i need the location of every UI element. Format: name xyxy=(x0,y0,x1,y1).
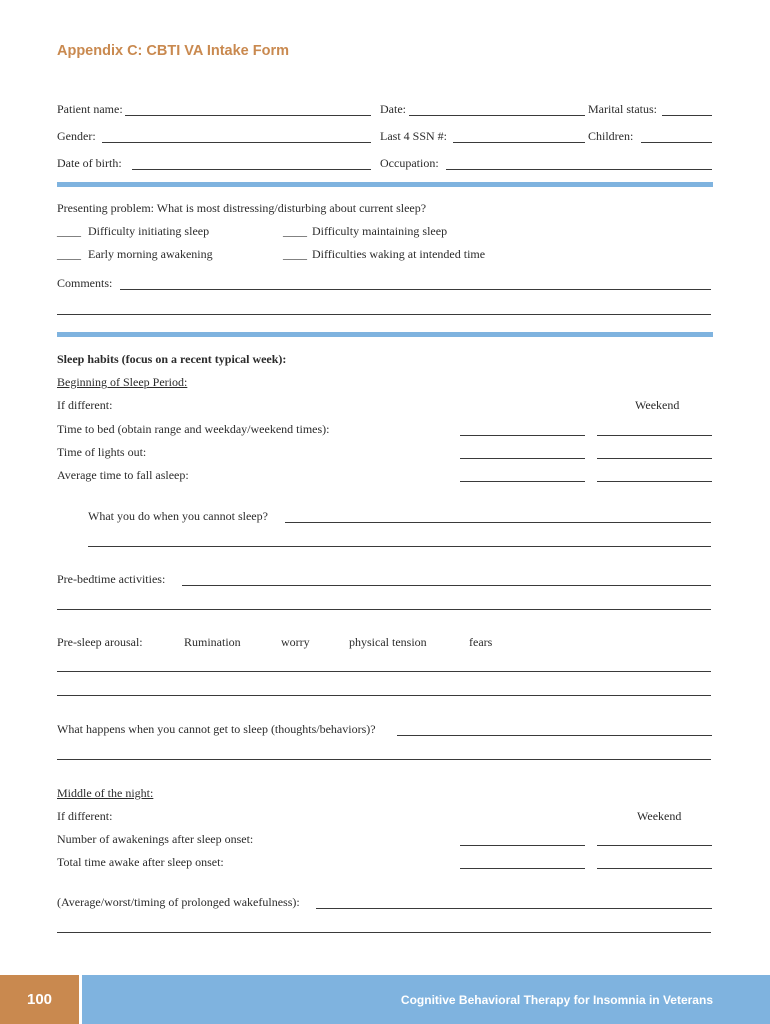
what-happens-field[interactable] xyxy=(397,735,712,736)
dob-label: Date of birth: xyxy=(57,156,122,170)
option-waking: Difficulties waking at intended time xyxy=(312,247,486,261)
marital-status-label: Marital status: xyxy=(588,102,657,116)
arousal-physical-tension[interactable]: physical tension xyxy=(349,635,427,649)
occupation-field[interactable] xyxy=(446,169,712,170)
ssn-field[interactable] xyxy=(453,142,585,143)
fall-asleep-weekend-field[interactable] xyxy=(597,481,712,482)
arousal-rumination[interactable]: Rumination xyxy=(184,635,241,649)
fall-asleep-weekday-field[interactable] xyxy=(460,481,585,482)
date-field[interactable] xyxy=(409,115,585,116)
footer-book-title-text: Cognitive Behavioral Therapy for Insomnia in Veterans xyxy=(400,992,713,1007)
option-blank[interactable]: ____ xyxy=(57,247,81,261)
lights-out-weekday-field[interactable] xyxy=(460,458,585,459)
wakefulness-field-continued[interactable] xyxy=(57,932,711,933)
time-awake-weekday-field[interactable] xyxy=(460,868,585,869)
children-label: Children: xyxy=(588,129,634,143)
option-blank[interactable]: ____ xyxy=(283,224,307,238)
pre-bedtime-field[interactable] xyxy=(182,585,711,586)
lights-out-weekend-field[interactable] xyxy=(597,458,712,459)
lights-out-label: Time of lights out: xyxy=(57,445,147,459)
comments-label: Comments: xyxy=(57,276,113,290)
gender-field[interactable] xyxy=(102,142,371,143)
gender-label: Gender: xyxy=(57,129,96,143)
marital-status-field[interactable] xyxy=(662,115,712,116)
time-awake-label: Total time awake after sleep onset: xyxy=(57,855,224,869)
occupation-label: Occupation: xyxy=(380,156,439,170)
time-awake-weekend-field[interactable] xyxy=(597,868,712,869)
time-to-bed-weekend-field[interactable] xyxy=(597,435,712,436)
section-divider xyxy=(57,332,713,337)
cannot-sleep-label: What you do when you cannot sleep? xyxy=(88,509,268,523)
comments-field-continued[interactable] xyxy=(57,314,711,315)
wakefulness-label: (Average/worst/timing of prolonged wakefulness): xyxy=(57,895,300,909)
option-early-morning: Early morning awakening xyxy=(88,247,213,261)
option-blank[interactable]: ____ xyxy=(57,224,81,238)
if-different-label: If different: xyxy=(57,809,113,823)
dob-field[interactable] xyxy=(132,169,371,170)
pre-bedtime-label: Pre-bedtime activities: xyxy=(57,572,166,586)
arousal-notes-field-continued[interactable] xyxy=(57,695,711,696)
fall-asleep-label: Average time to fall asleep: xyxy=(57,468,189,482)
ssn-label: Last 4 SSN #: xyxy=(380,129,448,143)
awakenings-weekend-field[interactable] xyxy=(597,845,712,846)
if-different-label: If different: xyxy=(57,398,113,412)
children-field[interactable] xyxy=(641,142,712,143)
form-title: Appendix C: CBTI VA Intake Form xyxy=(57,43,290,59)
weekend-label: Weekend xyxy=(637,809,682,823)
pre-bedtime-field-continued[interactable] xyxy=(57,609,711,610)
arousal-label: Pre-sleep arousal: xyxy=(57,635,143,649)
time-to-bed-weekday-field[interactable] xyxy=(460,435,585,436)
what-happens-field-continued[interactable] xyxy=(57,759,711,760)
option-blank[interactable]: ____ xyxy=(283,247,307,261)
arousal-notes-field[interactable] xyxy=(57,671,711,672)
sleep-habits-heading: Sleep habits (focus on a recent typical week): xyxy=(57,352,287,366)
time-to-bed-label: Time to bed (obtain range and weekday/weekend times): xyxy=(57,422,330,436)
patient-name-label: Patient name: xyxy=(57,102,123,116)
awakenings-label: Number of awakenings after sleep onset: xyxy=(57,832,254,846)
presenting-question: Presenting problem: What is most distressing/disturbing about current sleep? xyxy=(57,201,427,215)
patient-name-field[interactable] xyxy=(125,115,371,116)
option-maintaining: Difficulty maintaining sleep xyxy=(312,224,448,238)
page-number: 100 xyxy=(0,975,79,1024)
footer-book-title xyxy=(82,975,770,1024)
date-label: Date: xyxy=(380,102,406,116)
awakenings-weekday-field[interactable] xyxy=(460,845,585,846)
option-initiating: Difficulty initiating sleep xyxy=(88,224,210,238)
wakefulness-field[interactable] xyxy=(316,908,712,909)
what-happens-label: What happens when you cannot get to sleep (thoughts/behaviors)? xyxy=(57,722,376,736)
cannot-sleep-field[interactable] xyxy=(285,522,711,523)
cannot-sleep-field-continued[interactable] xyxy=(88,546,711,547)
comments-field[interactable] xyxy=(120,289,711,290)
arousal-fears[interactable]: fears xyxy=(469,635,493,649)
middle-night-heading: Middle of the night: xyxy=(57,786,154,800)
weekend-label: Weekend xyxy=(635,398,680,412)
arousal-worry[interactable]: worry xyxy=(281,635,310,649)
beginning-heading: Beginning of Sleep Period: xyxy=(57,375,188,389)
section-divider xyxy=(57,182,713,187)
